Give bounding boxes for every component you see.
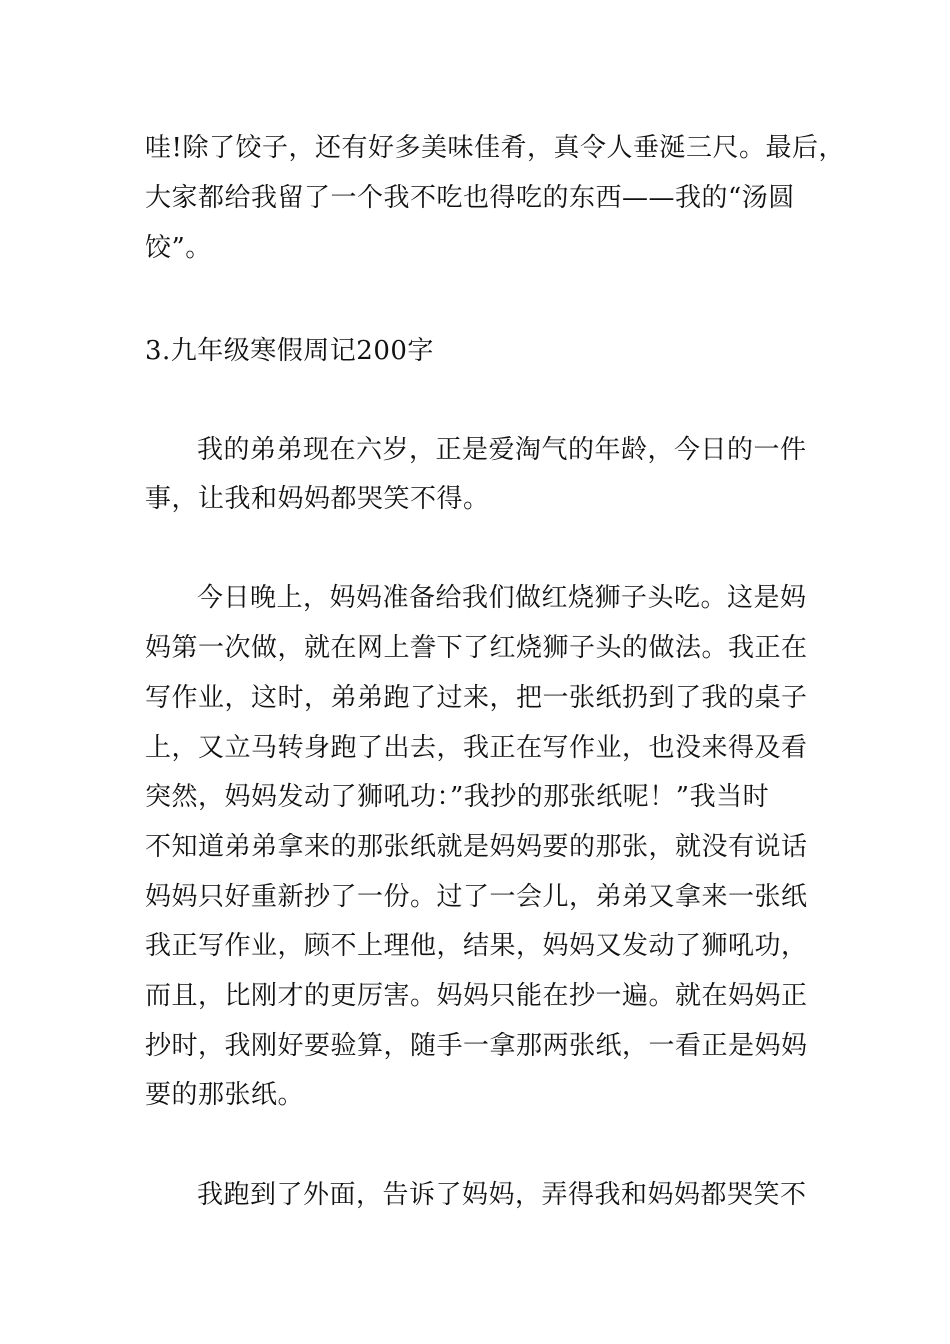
text-line: 写作业，这时，弟弟跑了过来，把一张纸扔到了我的桌子	[145, 683, 808, 713]
text-line: 大家都给我留了一个我不吃也得吃的东西——我的“汤圆	[145, 183, 795, 213]
section-heading: 3.九年级寒假周记200字	[145, 336, 434, 366]
text-line: 抄时，我刚好要验算，随手一拿那两张纸，一看正是妈妈	[145, 1031, 808, 1061]
text-line: 上，又立马转身跑了出去，我正在写作业，也没来得及看	[145, 733, 808, 763]
text-line: 突然，妈妈发动了狮吼功：”我抄的那张纸呢！”我当时	[145, 782, 770, 812]
text-line: 而且，比刚才的更厉害。妈妈只能在抄一遍。就在妈妈正	[145, 981, 808, 1011]
text-line: 妈第一次做，就在网上誊下了红烧狮子头的做法。我正在	[145, 633, 808, 663]
text-line: 事，让我和妈妈都哭笑不得。	[145, 484, 490, 514]
text-line: 妈妈只好重新抄了一份。过了一会儿，弟弟又拿来一张纸	[145, 882, 808, 912]
text-line: 我正写作业，顾不上理他，结果，妈妈又发动了狮吼功，	[145, 931, 808, 961]
text-line: 今日晚上，妈妈准备给我们做红烧狮子头吃。这是妈	[197, 583, 807, 613]
text-line: 我跑到了外面，告诉了妈妈，弄得我和妈妈都哭笑不	[197, 1180, 807, 1210]
text-line: 哇!除了饺子，还有好多美味佳肴，真令人垂涎三尺。最后，	[145, 133, 845, 163]
text-line: 不知道弟弟拿来的那张纸就是妈妈要的那张，就没有说话	[145, 832, 808, 862]
text-line: 要的那张纸。	[145, 1080, 305, 1110]
text-line: 饺”。	[145, 233, 212, 263]
text-line: 我的弟弟现在六岁，正是爱淘气的年龄，今日的一件	[197, 435, 807, 465]
